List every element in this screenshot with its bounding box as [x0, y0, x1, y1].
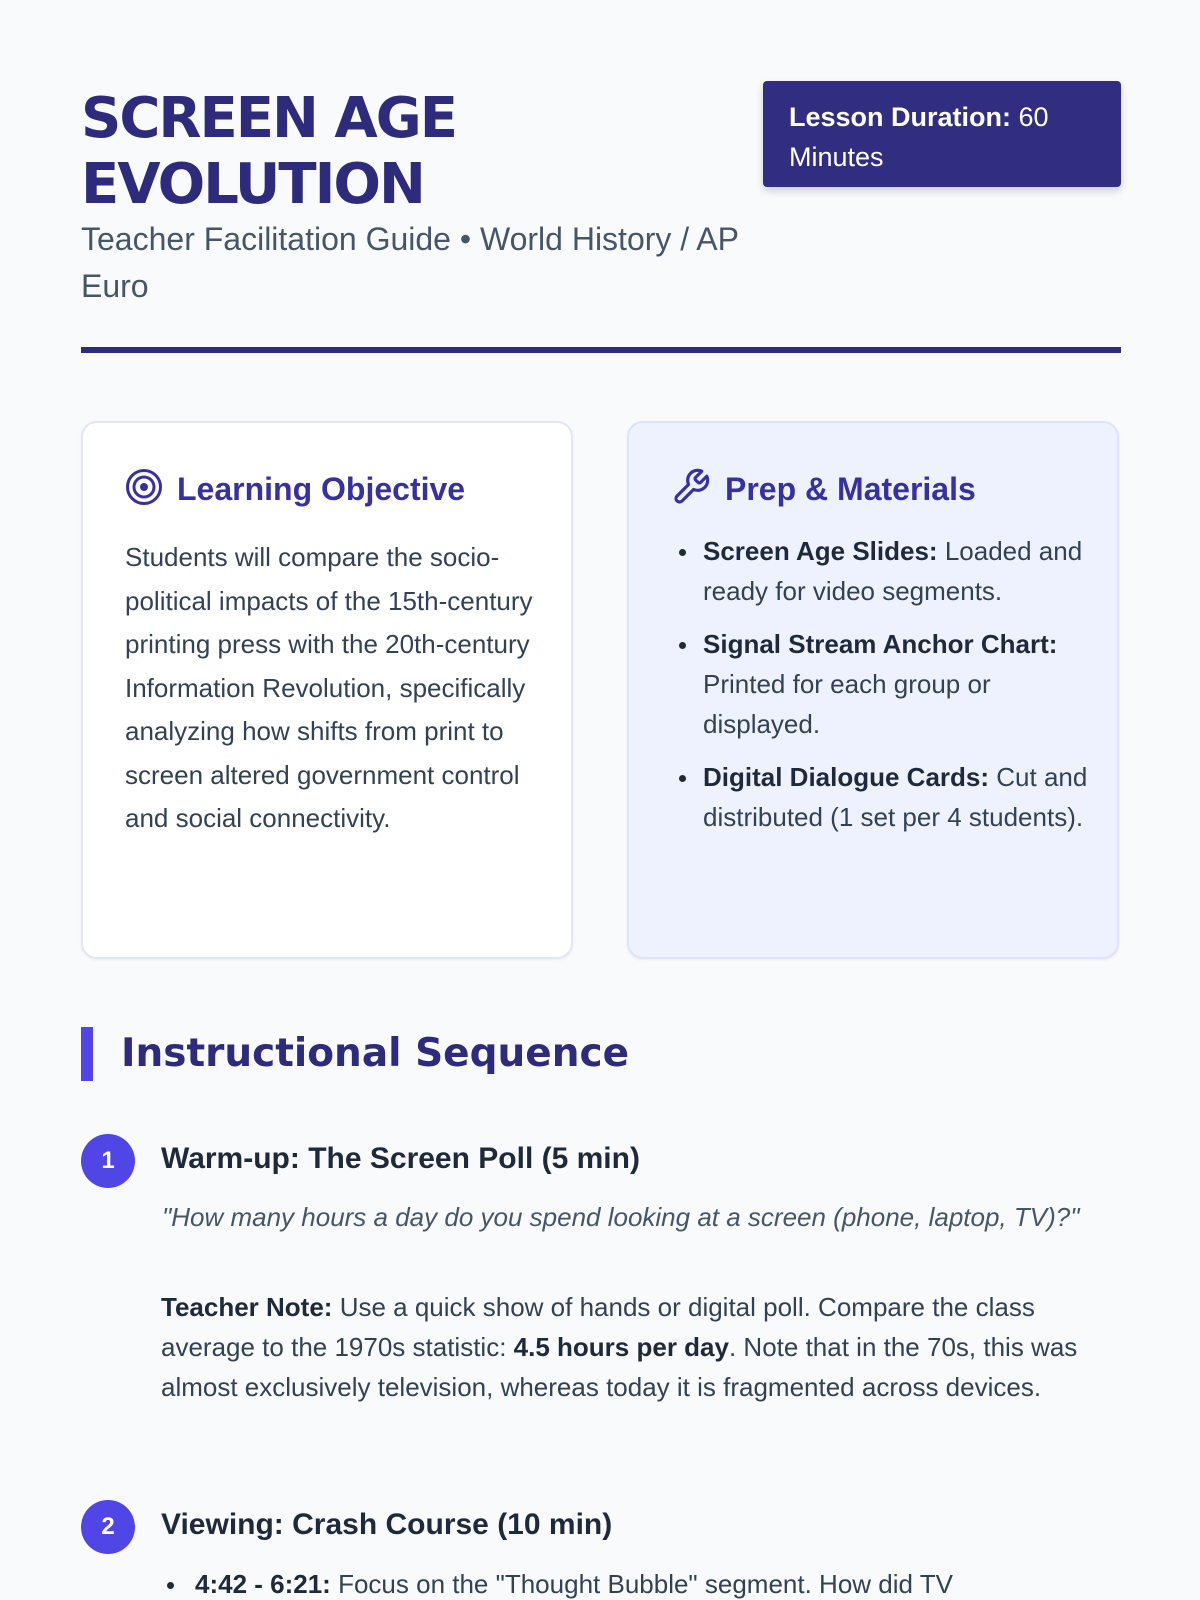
material-text: Cut and distributed (1 set per 4 students). — [703, 762, 1088, 832]
teacher-note-text-end: . Note that in the 70s, this was almost exclusively television, whereas today it is fragmented across devices. — [161, 1332, 1078, 1402]
learning-objective-card — [81, 421, 573, 959]
learning-objective-title: Learning Objective — [177, 470, 466, 507]
prep-materials-header — [671, 467, 976, 511]
list-item — [671, 757, 1091, 837]
step-prompt-quote: "How many hours a day do you spend looking at a screen (phone, laptop, TV)?" — [162, 1202, 1080, 1232]
step-title: Viewing: Crash Course (10 min) — [161, 1508, 613, 1541]
teacher-note-label: Teacher Note: — [161, 1292, 333, 1322]
materials-list — [671, 531, 1091, 850]
wrench-icon — [671, 467, 711, 512]
teacher-note-text: Use a quick show of hands or digital poll. Compare the class average to the 1970s statistic: — [161, 1292, 1035, 1362]
list-item — [161, 1564, 1121, 1600]
learning-objective-header — [125, 467, 465, 511]
step-number-badge: 2 — [81, 1500, 135, 1554]
step-viewing-list — [161, 1564, 1121, 1600]
duration-value: 60 Minutes — [789, 102, 1049, 172]
teacher-note-stat: 4.5 hours per day — [513, 1332, 729, 1362]
header — [81, 86, 1121, 356]
learning-objective-text: Students will compare the socio-political impacts of the 15th-century printing press with the 20th-century Information Revolution, specifically analyzing how shifts from print to screen altered government control and social connectivity. — [125, 542, 533, 833]
material-label: Signal Stream Anchor Chart: — [703, 629, 1058, 659]
prep-materials-title: Prep & Materials — [725, 470, 976, 507]
section-title: Instructional Sequence — [121, 1031, 630, 1076]
page-subtitle: Teacher Facilitation Guide • World History / AP Euro — [81, 221, 739, 304]
timestamp-label: 4:42 - 6:21: — [195, 1569, 331, 1599]
prep-materials-card — [627, 421, 1119, 959]
material-label: Screen Age Slides: — [703, 536, 938, 566]
section-accent-bar — [81, 1027, 93, 1081]
material-text: Loaded and ready for video segments. — [703, 536, 1083, 606]
target-icon — [125, 468, 163, 511]
header-divider — [81, 347, 1121, 353]
lesson-duration-badge — [763, 81, 1121, 187]
step-title: Warm-up: The Screen Poll (5 min) — [161, 1142, 640, 1175]
step-number-badge: 1 — [81, 1134, 135, 1188]
list-item — [671, 531, 1091, 611]
timestamp-text: Focus on the "Thought Bubble" segment. How did TV — [338, 1569, 953, 1599]
list-item — [671, 624, 1091, 744]
page-title: SCREEN AGE EVOLUTION — [81, 86, 456, 217]
duration-label: Lesson Duration: — [789, 102, 1012, 132]
material-text: Printed for each group or displayed. — [703, 669, 991, 739]
material-label: Digital Dialogue Cards: — [703, 762, 990, 792]
teacher-note — [161, 1287, 1121, 1407]
